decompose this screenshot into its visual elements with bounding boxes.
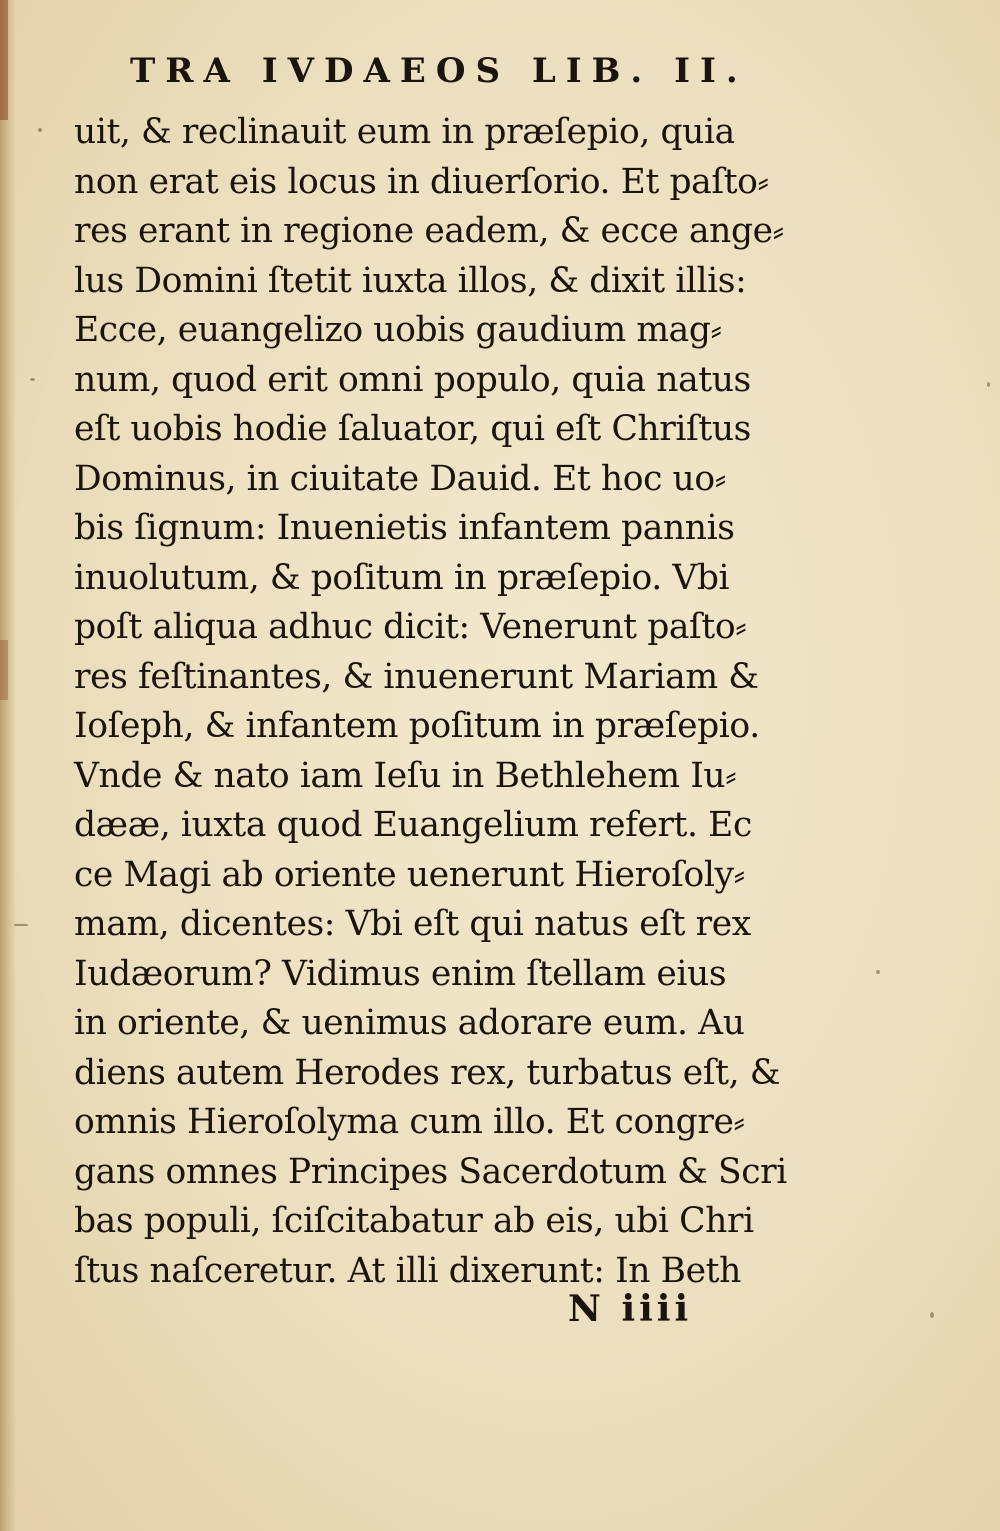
text-line: Ioſeph, & infantem poſitum in præſepio. bbox=[74, 706, 760, 746]
body-text bbox=[74, 108, 834, 1296]
paper-speck bbox=[30, 378, 35, 381]
text-line: mam, dicentes: Vbi eſt qui natus eſt rex bbox=[74, 904, 751, 944]
text-line: Dominus, in ciuitate Dauid. Et hoc uo⸗ bbox=[74, 458, 726, 499]
text-line: inuolutum, & poſitum in præſepio. Vbi bbox=[74, 557, 730, 598]
text-line: Vnde & nato iam Ieſu in Bethlehem Iu⸗ bbox=[74, 755, 737, 796]
text-line: ce Magi ab oriente uenerunt Hieroſoly⸗ bbox=[74, 854, 745, 895]
text-line: bas populi, ſciſcitabatur ab eis, ubi Chri bbox=[74, 1201, 754, 1241]
text-line: gans omnes Principes Sacerdotum & Scri bbox=[74, 1151, 787, 1192]
page-gutter-edge bbox=[0, 0, 16, 1531]
text-line: dææ, iuxta quod Euangelium refert. Ec bbox=[74, 805, 752, 845]
running-head: TRA IVDAEOS LIB. II. bbox=[130, 51, 748, 91]
signature-mark: N iiii bbox=[568, 1288, 693, 1330]
text-line: lus Domini ſtetit iuxta illos, & dixit illis: bbox=[74, 260, 747, 301]
text-line: non erat eis locus in diuerſorio. Et paſto⸗ bbox=[74, 161, 769, 202]
text-line: uit, & reclinauit eum in præſepio, quia bbox=[74, 112, 735, 152]
edge-stain bbox=[0, 640, 8, 700]
text-line: diens autem Herodes rex, turbatus eſt, & bbox=[74, 1052, 781, 1093]
paper-speck bbox=[876, 970, 880, 974]
text-line: eſt uobis hodie ſaluator, qui eſt Chriſtus bbox=[74, 409, 751, 449]
text-line: Iudæorum? Vidimus enim ſtellam eius bbox=[74, 953, 727, 994]
paper-speck bbox=[38, 128, 42, 132]
paper-speck bbox=[987, 382, 990, 387]
text-line: res feſtinantes, & inuenerunt Mariam & bbox=[74, 656, 759, 697]
paper-speck bbox=[930, 1312, 934, 1318]
paper-speck bbox=[14, 924, 28, 926]
text-line: res erant in regione eadem, & ecce ange⸗ bbox=[74, 211, 784, 251]
text-line: omnis Hieroſolyma cum illo. Et congre⸗ bbox=[74, 1102, 745, 1142]
text-line: Ecce, euangelizo uobis gaudium mag⸗ bbox=[74, 310, 722, 350]
text-line: in oriente, & uenimus adorare eum. Au bbox=[74, 1003, 745, 1043]
text-line: num, quod erit omni populo, quia natus bbox=[74, 359, 751, 400]
edge-stain bbox=[0, 0, 8, 120]
text-line: ſtus naſceretur. At illi dixerunt: In Beth bbox=[74, 1250, 741, 1291]
text-line: poſt aliqua adhuc dicit: Venerunt paſto⸗ bbox=[74, 607, 747, 647]
text-line: bis ſignum: Inuenietis infantem pannis bbox=[74, 508, 735, 548]
